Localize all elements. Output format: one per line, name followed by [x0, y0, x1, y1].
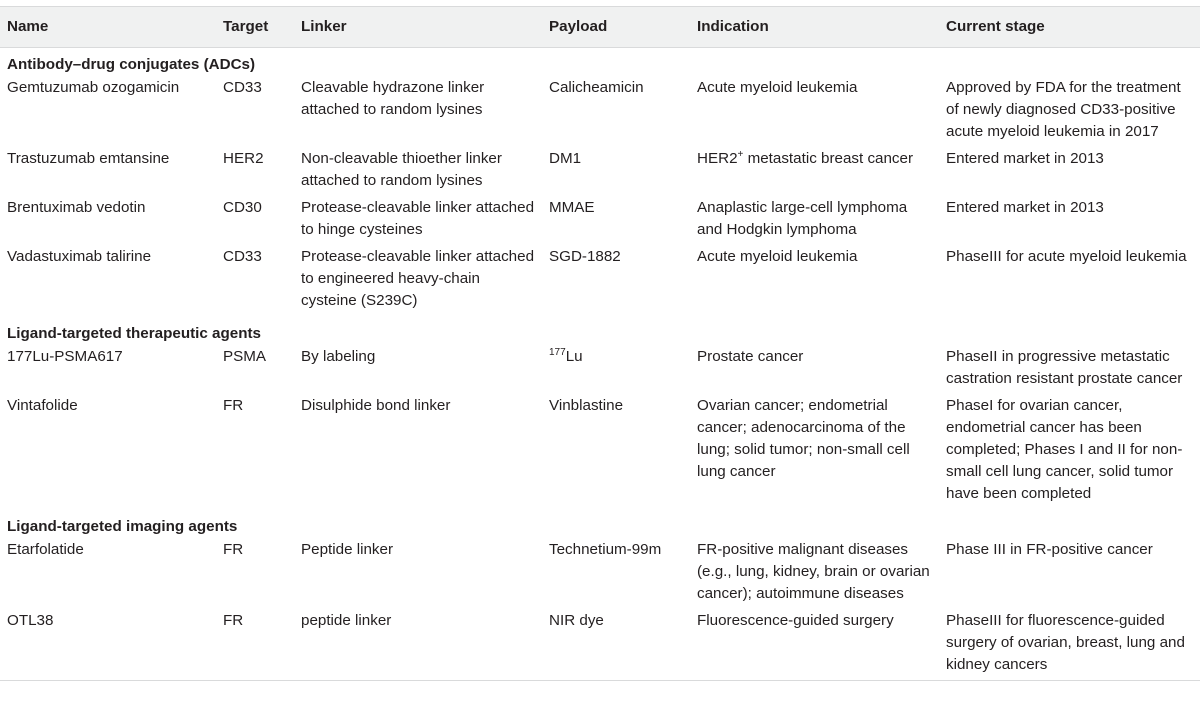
cell-indication: Fluorescence-guided surgery — [690, 610, 939, 681]
indication-text-pre: HER2 — [697, 150, 738, 167]
cell-stage: Phase III in FR-positive cancer — [946, 541, 1153, 558]
cell-stage: PhaseII in progressive metastatic castration resistant prostate cancer — [946, 348, 1183, 387]
cell-indication: FR-positive malignant diseases (e.g., lung, kidney, brain or ovarian cancer); autoimmune diseases — [697, 541, 930, 602]
cell-stage: Approved by FDA for the treatment of newly diagnosed CD33-positive acute myeloid leukemia in 2017 — [946, 79, 1181, 140]
drug-table — [0, 6, 1200, 681]
header-indication: Indication — [690, 7, 939, 48]
cell-payload: Vinblastine — [549, 397, 624, 414]
table-row — [0, 395, 1200, 510]
cell-stage: PhaseI for ovarian cancer, endometrial cancer has been completed; Phases I and II for non-small cell lung cancer, solid tumor have been completed — [946, 397, 1183, 502]
cell-target: FR — [223, 541, 244, 558]
header-name: Name — [0, 7, 216, 48]
cell-name: Brentuximab vedotin — [7, 199, 146, 216]
indication-superscript: + — [737, 148, 744, 160]
section-row-adcs — [0, 48, 1200, 78]
table-row — [0, 246, 1200, 317]
cell-target: FR — [223, 397, 244, 414]
table-row — [0, 610, 1200, 681]
section-row-therapeutic — [0, 317, 1200, 346]
section-title: Ligand-targeted therapeutic agents — [7, 325, 262, 342]
header-stage: Current stage — [939, 7, 1200, 48]
cell-indication: Acute myeloid leukemia — [697, 248, 858, 265]
table-header — [0, 7, 1200, 48]
section-row-imaging — [0, 510, 1200, 539]
indication-text-post: metastatic breast cancer — [743, 150, 914, 167]
cell-name: Vintafolide — [7, 397, 78, 414]
cell-name: OTL38 — [0, 610, 216, 681]
cell-payload: MMAE — [549, 199, 595, 216]
section-title: Antibody–drug conjugates (ADCs) — [7, 56, 256, 73]
cell-indication: Anaplastic large-cell lymphoma and Hodgkin lymphoma — [697, 199, 908, 238]
header-target: Target — [216, 7, 294, 48]
cell-name: 177Lu-PSMA617 — [7, 348, 123, 365]
cell-linker: Peptide linker — [301, 541, 394, 558]
cell-linker: By labeling — [301, 348, 376, 365]
cell-name: Vadastuximab talirine — [7, 248, 152, 265]
cell-target: CD30 — [223, 199, 262, 216]
cell-name: Etarfolatide — [7, 541, 84, 558]
cell-target: CD33 — [223, 248, 262, 265]
cell-payload: Calicheamicin — [549, 79, 644, 96]
payload-superscript: 177 — [549, 346, 566, 358]
cell-indication: Prostate cancer — [697, 348, 804, 365]
table-row — [0, 197, 1200, 246]
cell-stage: Entered market in 2013 — [946, 199, 1104, 216]
cell-linker: Cleavable hydrazone linker attached to random lysines — [301, 79, 485, 118]
cell-indication: Ovarian cancer; endometrial cancer; adenocarcinoma of the lung; solid tumor; non-small cell lung cancer — [697, 397, 910, 480]
cell-target: FR — [216, 610, 294, 681]
header-linker: Linker — [294, 7, 542, 48]
cell-indication: Acute myeloid leukemia — [697, 79, 858, 96]
cell-payload: DM1 — [549, 150, 582, 167]
cell-payload: Technetium-99m — [549, 541, 662, 558]
cell-payload: SGD-1882 — [549, 248, 621, 265]
cell-target: HER2 — [223, 150, 264, 167]
cell-name: Trastuzumab emtansine — [7, 150, 170, 167]
payload-text: Lu — [565, 348, 583, 365]
cell-linker: Protease-cleavable linker attached to hinge cysteines — [301, 199, 535, 238]
cell-stage: Entered market in 2013 — [946, 150, 1104, 167]
header-payload: Payload — [542, 7, 690, 48]
cell-payload: NIR dye — [542, 610, 690, 681]
cell-target: CD33 — [223, 79, 262, 96]
cell-target: PSMA — [223, 348, 267, 365]
cell-stage: PhaseIII for fluorescence-guided surgery of ovarian, breast, lung and kidney cancers — [939, 610, 1200, 681]
table-row — [0, 539, 1200, 610]
cell-name: Gemtuzumab ozogamicin — [7, 79, 180, 96]
cell-linker: peptide linker — [294, 610, 542, 681]
table-body — [0, 48, 1200, 681]
table-row — [0, 77, 1200, 148]
cell-payload — [542, 346, 690, 395]
header-row — [0, 7, 1200, 48]
cell-linker: Disulphide bond linker — [301, 397, 451, 414]
table-row — [0, 148, 1200, 197]
cell-stage: PhaseIII for acute myeloid leukemia — [946, 248, 1187, 265]
table-row — [0, 346, 1200, 395]
section-title: Ligand-targeted imaging agents — [7, 518, 238, 535]
cell-linker: Non-cleavable thioether linker attached to random lysines — [301, 150, 502, 189]
cell-linker: Protease-cleavable linker attached to engineered heavy-chain cysteine (S239C) — [301, 248, 535, 309]
cell-indication — [690, 148, 939, 197]
